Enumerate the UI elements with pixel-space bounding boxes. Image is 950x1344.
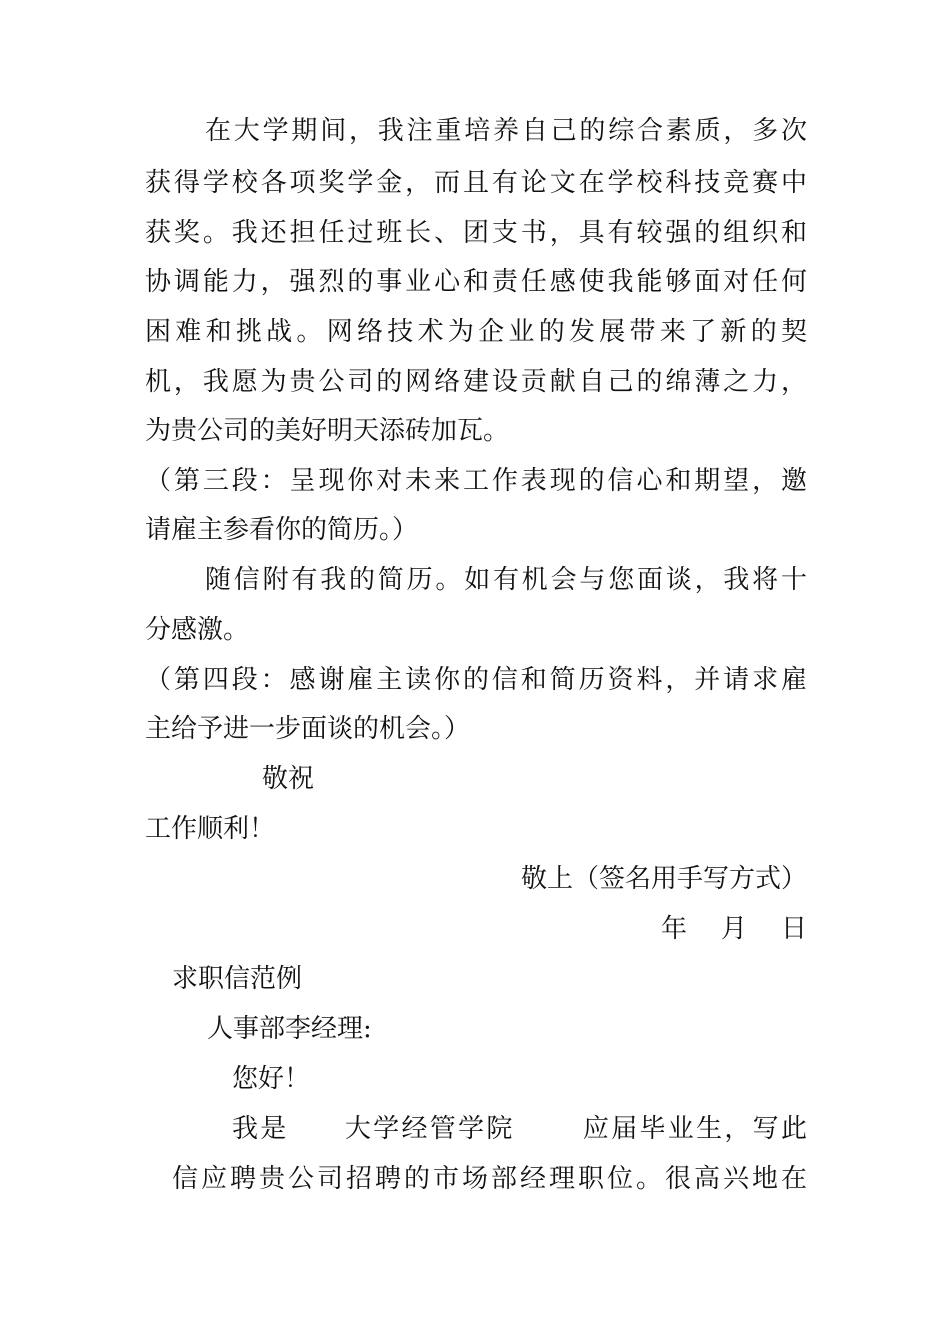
salutation: 人事部李经理: [207,1014,372,1044]
greeting: 您好！ [232,1064,311,1094]
paragraph-1-line-2: 获得学校各项奖学金，而且有论文在学校科技竞赛中 [145,168,807,198]
note-paragraph-4-line-2: 主给予进一步面谈的机会。） [145,714,471,744]
paragraph-1-line-3: 获奖。我还担任过班长、团支书，具有较强的组织和 [145,218,807,248]
note-paragraph-3-line-1: （第三段：呈现你对未来工作表现的信心和期望，邀 [145,466,807,496]
intro-part-1: 我是 [232,1114,289,1144]
note-paragraph-3-line-2: 请雇主参看你的简历。） [145,515,419,545]
note-paragraph-4-line-1: （第四段：感谢雇主读你的信和简历资料，并请求雇 [145,665,807,695]
paragraph-1-line-7: 为贵公司的美好明天添砖加瓦。 [145,416,510,446]
paragraph-2-line-1: 随信附有我的简历。如有机会与您面谈，我将十 [205,565,807,595]
date-day: 日 [780,914,807,944]
date-line [661,903,807,955]
intro-line-1 [232,1103,807,1155]
wish-line: 工作顺利！ [145,814,276,844]
paragraph-1-line-4: 协调能力，强烈的事业心和责任感使我能够面对任何 [145,267,807,297]
intro-line-2: 信应聘贵公司招聘的市场部经理职位。很高兴地在 [172,1164,807,1194]
paragraph-1-line-6: 机，我愿为贵公司的网络建设贡献自己的绵薄之力， [145,367,807,397]
intro-part-2: 大学经管学院 [342,1114,515,1144]
date-month: 月 [720,914,747,944]
closing-line: 敬祝 [262,764,315,794]
intro-part-3: 应届毕业生，写此 [580,1114,807,1144]
signature-line: 敬上（签名用手写方式） [520,864,807,894]
paragraph-2-line-2: 分感激。 [145,615,250,645]
date-year: 年 [660,914,687,944]
example-title: 求职信范例 [172,964,303,994]
paragraph-1-line-1: 在大学期间，我注重培养自己的综合素质，多次 [205,116,807,146]
paragraph-1-line-5: 困难和挑战。网络技术为企业的发展带来了新的契 [145,317,807,347]
